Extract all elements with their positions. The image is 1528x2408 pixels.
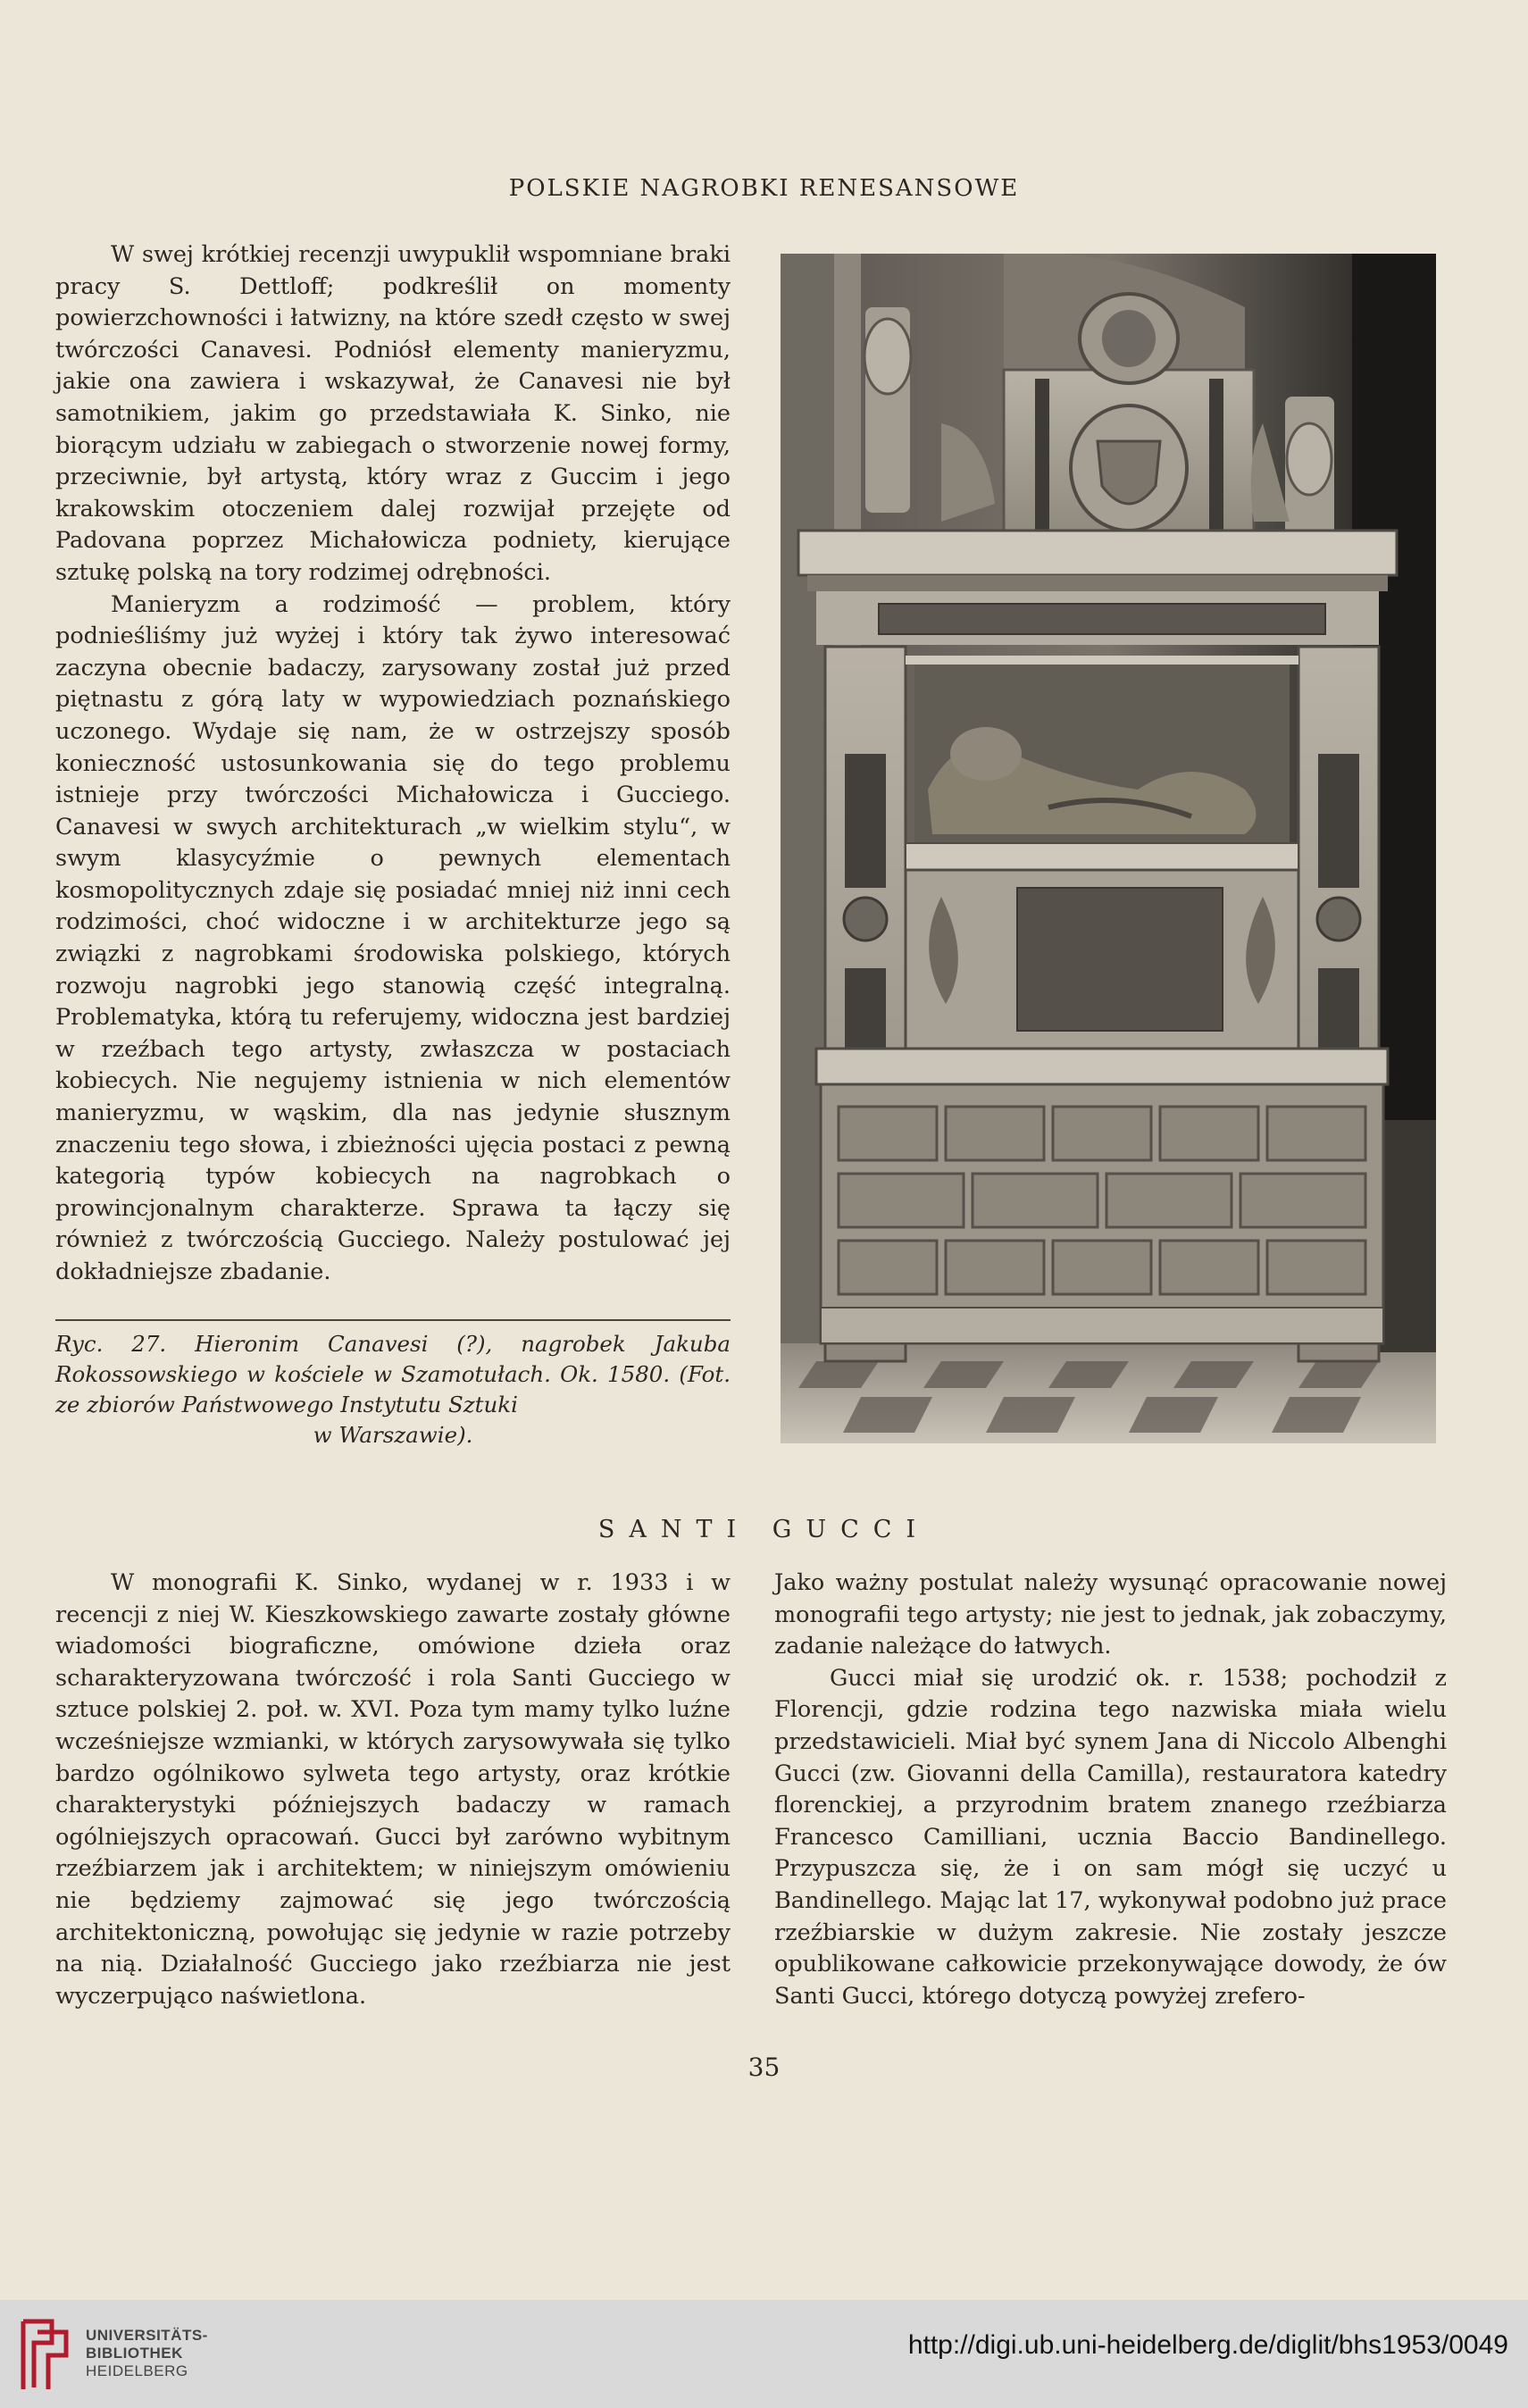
section-title: SANTI GUCCI [597,1516,931,1543]
caption-last-line: w Warszawie). [313,1422,473,1448]
right-paragraph-1: Jako ważny postulat należy wysunąć opracowanie nowej monografii tego artysty; nie jest to jednak, jak zobaczymy, zadanie należące do łatwych. [774,1569,1447,1660]
intro-text [55,239,731,1289]
running-head: POLSKIE NAGROBKI RENESANSOWE [508,175,1020,202]
right-paragraph-2: Gucci miał się urodzić ok. r. 1538; pochodził z Florencji, gdzie rodzina tego nazwiska miała wielu przedstawicieli. Miał być synem Jana di Niccolo Albenghi Gucci (zw. Giovanni della Camilla), restauratora katedry florenckiej, a przyrodnim bratem znanego rzeźbiarza Francesco Camilliani, ucznia Baccio Bandinellego. Przypuszcza się, że i on sam mógł się uczyć u Bandinellego. Mając lat 17, wykonywał podobno już prace rzeźbiarskie w dużym zakresie. Nie zostały jeszcze opublikowane całkowicie przekonywające dowody, że ów Santi Gucci, którego dotyczą powyżej zrefero- [774,1664,1447,2010]
intro-paragraph-2: Manieryzm a rodzimość — problem, który podnieśliśmy już wyżej i który tak żywo interesować zaczyna obecnie badaczy, zarysowany został już przed piętnastu z górą laty w wypowiedziach poznańskiego uczonego. Wydaje się nam, że w ostrzejszy sposób konieczność ustosunkowania się do tego problemu istnieje przy twórczości Michałowicza i Gucciego. Canavesi w swych architekturach „w wielkim stylu“, w swym klasycyźmie o pewnych elementach kosmopolitycznych zdaje się posiadać mniej niż inni cech rodzimości, choć widoczne i w architekturze jego są związki z nagrobkami środowiska polskiego, których rozwoju nagrobki jego stanowią część integralną. Problematyka, którą tu referujemy, widoczna jest bardziej w rzeźbach tego artysty, zwłaszcza w postaciach kobiecych. Nie negujemy istnienia w nich elementów manieryzmu, w wąskim, dla nas jedynie słusznym znaczeniu tego słowa, i zbieżności ujęcia postaci z pewną kategorią typów kobiecych na nagrobkach o prowincjonalnym charakterze. Sprawa ta łączy się również z twórczością Gucciego. Należy postulować jej dokładniejsze zbadanie. [55,590,731,1285]
intro-paragraph-1: W swej krótkiej recenzji uwypuklił wspomniane braki pracy S. Dettloff; podkreślił on momenty powierzchowności i łatwizny, na które szedł często w swej twórczości Canavesi. Podniósł elementy manieryzmu, jakie ona zawiera i wskazywał, że Canavesi nie był samotnikiem, jakim go przedstawiała K. Sinko, nie biorącym udziału w zabiegach o stworzenie nowej formy, przeciwnie, był artystą, który wraz z Guccim i jego krakowskim otoczeniem dalej rozwijał przejęte od Padovana poprzez Michałowicza podniety, kierujące sztukę polską na tory rodzimej odrębności. [55,241,731,586]
library-name-line-1: UNIVERSITÄTS- [86,2327,208,2344]
right-column [774,1568,1447,2012]
caption-text: Ryc. 27. Hieronim Canavesi (?), nagrobek Jakuba Rokossowskiego w kościele w Szamotułach. Ok. 1580. (Fot. ze zbiorów Państwowego Instytutu Sztuki [55,1331,731,1417]
library-logo-icon [16,2316,79,2395]
source-url[interactable]: http://digi.ub.uni-heidelberg.de/diglit/bhs1953/0049 [907,2330,1508,2360]
footer-bar [0,2300,1528,2408]
left-paragraph-1: W monografii K. Sinko, wydanej w r. 1933 i w recencji z niej W. Kieszkowskiego zawarte zostały główne wiadomości biograficzne, omówione dzieła oraz scharakteryzowana twórczość i rola Santi Gucciego w sztuce polskiej 2. poł. w. XVI. Poza tym mamy tylko luźne wcześniejsze wzmianki, w których zarysowywała się tylko bardzo ogólnikowo sylweta tego artysty, oraz krótkie charakterystyki późniejszych badaczy w ramach ogólniejszych opracowań. Gucci był zarówno wybitnym rzeźbiarzem jak i architektem; w niniejszym omówieniu nie będziemy zajmować się jego twórczością architektoniczną, powołując się jedynie w razie potrzeby na nią. Działalność Gucciego jako rzeźbiarza nie jest wyczerpująco naświetlona. [55,1569,731,2010]
page-number: 35 [747,2053,781,2082]
figure-caption [55,1329,731,1451]
tomb-photograph [781,254,1436,1443]
left-column [55,1568,731,2012]
caption-rule [55,1319,731,1321]
library-name [86,2327,208,2380]
library-name-line-2: BIBLIOTHEK [86,2345,183,2362]
library-name-line-3: HEIDELBERG [86,2362,188,2379]
